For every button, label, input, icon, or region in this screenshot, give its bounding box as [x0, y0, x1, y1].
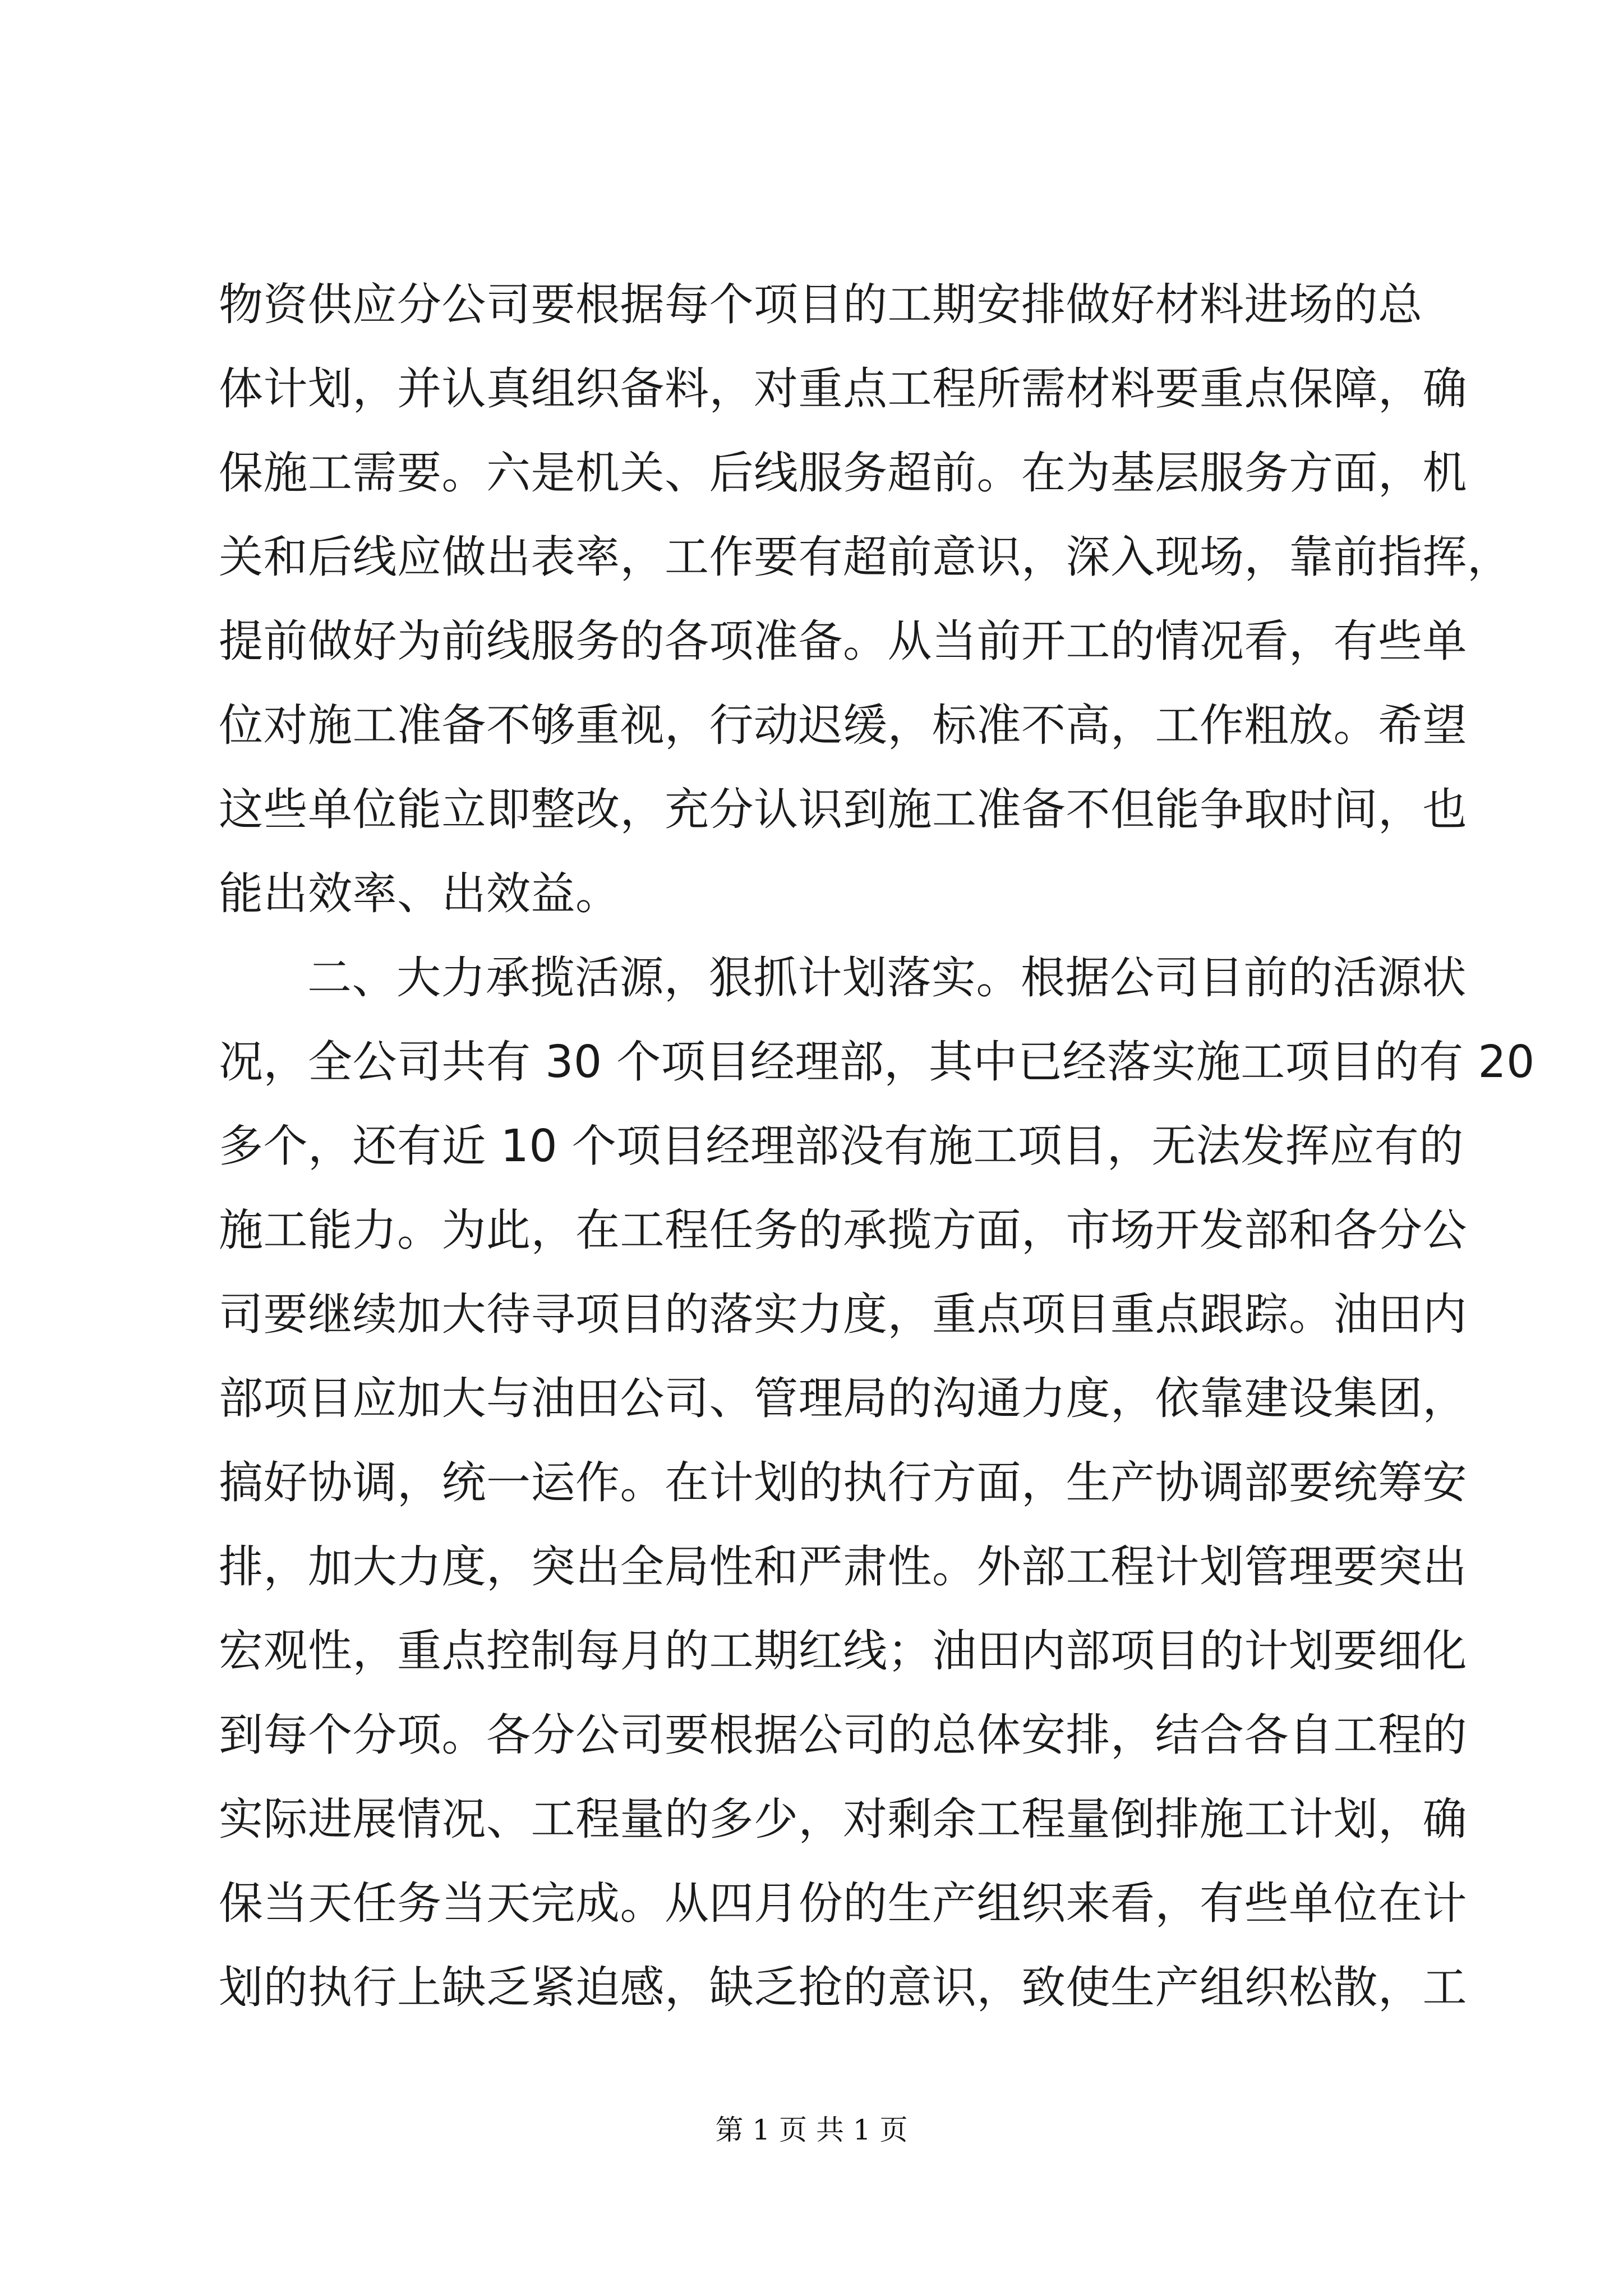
text-line: 物资供应分公司要根据每个项目的工期安排做好材料进场的总: [219, 279, 1423, 330]
text-line: 实际进展情况、工程量的多少，对剩余工程量倒排施工计划，确: [219, 1793, 1467, 1845]
text-line: 司要继续加大待寻项目的落实力度，重点项目重点跟踪。油田内: [219, 1289, 1467, 1340]
text-line: 保施工需要。六是机关、后线服务超前。在为基层服务方面，机: [219, 447, 1467, 499]
body-text: [219, 263, 1535, 2030]
text-line: 位对施工准备不够重视，行动迟缓，标准不高，工作粗放。希望: [219, 700, 1467, 751]
text-line: 搞好协调，统一运作。在计划的执行方面，生产协调部要统筹安: [219, 1457, 1467, 1508]
text-line: 部项目应加大与油田公司、管理局的沟通力度，依靠建设集团，: [219, 1373, 1467, 1424]
text-line: 关和后线应做出表率，工作要有超前意识，深入现场，靠前指挥，: [219, 531, 1512, 583]
text-line: 这些单位能立即整改，充分认识到施工准备不但能争取时间，也: [219, 784, 1467, 835]
text-line: 施工能力。为此，在工程任务的承揽方面，市场开发部和各分公: [219, 1204, 1467, 1256]
text-line: 能出效率、出效益。: [219, 868, 620, 919]
text-line: 宏观性，重点控制每月的工期红线；油田内部项目的计划要细化: [219, 1625, 1467, 1677]
text-line: 到每个分项。各分公司要根据公司的总体安排，结合各自工程的: [219, 1709, 1467, 1761]
text-line: 多个，还有近 10 个项目经理部没有施工项目，无法发挥应有的: [219, 1120, 1464, 1172]
page-footer: [0, 2110, 1623, 2150]
text-line: 排，加大力度，突出全局性和严肃性。外部工程计划管理要突出: [219, 1541, 1467, 1593]
paragraph-start-line: 二、大力承揽活源，狠抓计划落实。根据公司目前的活源状: [307, 952, 1467, 1004]
page-number-label: 第 1 页 共 1 页: [715, 2114, 908, 2146]
text-line: 提前做好为前线服务的各项准备。从当前开工的情况看，有些单: [219, 615, 1467, 667]
text-line: 保当天任务当天完成。从四月份的生产组织来看，有些单位在计: [219, 1878, 1467, 1929]
text-line: 况，全公司共有 30 个项目经理部，其中已经落实施工项目的有 20: [219, 1036, 1535, 1088]
text-line: 划的执行上缺乏紧迫感，缺乏抢的意识，致使生产组织松散，工: [219, 1962, 1467, 2013]
text-line: 体计划，并认真组织备料，对重点工程所需材料要重点保障，确: [219, 363, 1467, 415]
